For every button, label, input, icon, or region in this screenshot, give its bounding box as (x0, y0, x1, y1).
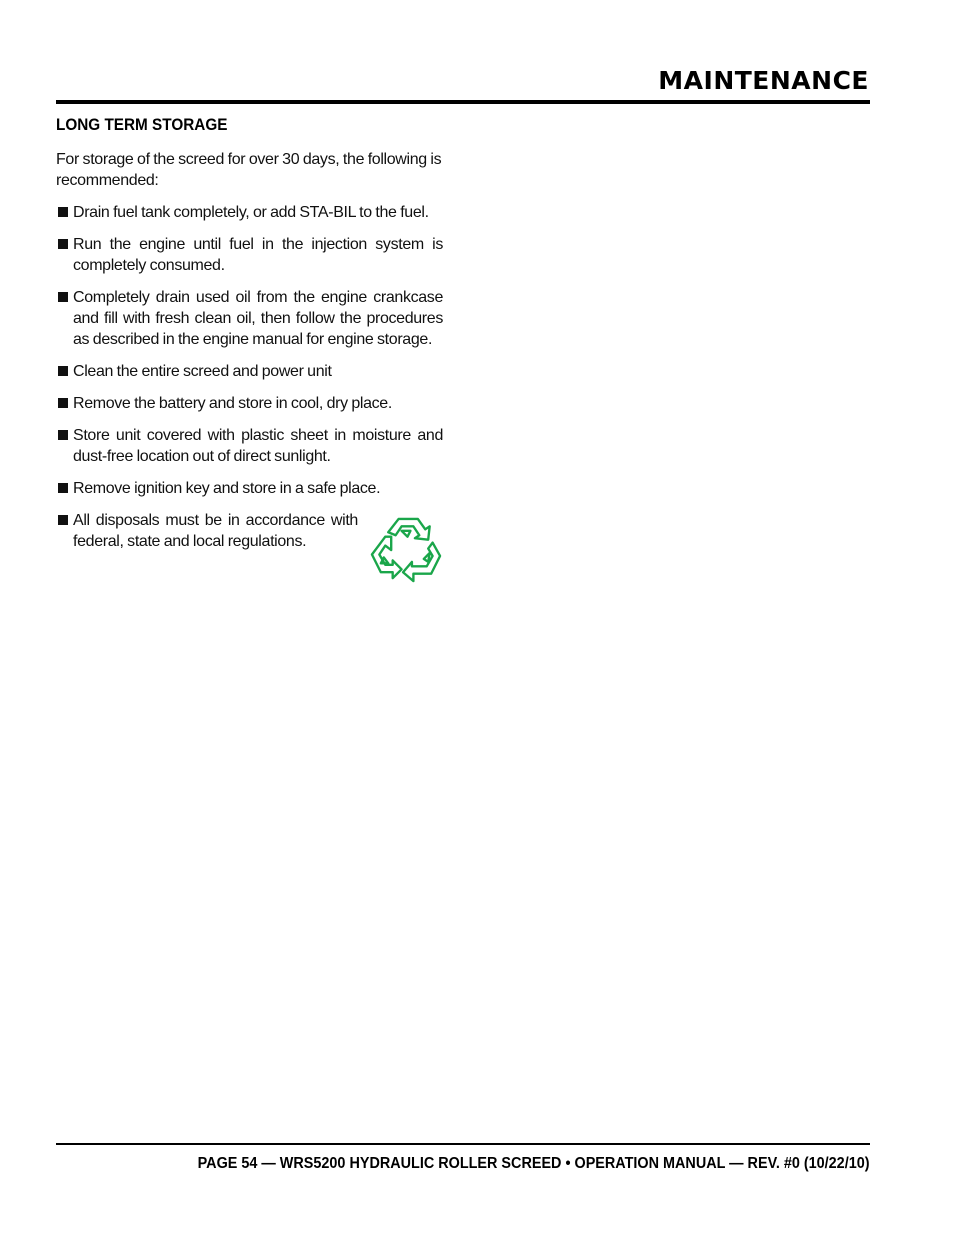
storage-steps-list (56, 202, 443, 552)
square-bullet-icon (58, 207, 68, 217)
recycle-icon (368, 516, 444, 590)
page-footer: PAGE 54 — WRS5200 HYDRAULIC ROLLER SCREED • OPERATION MANUAL — REV. #0 (10/22/10) (198, 1155, 870, 1172)
list-item-text: Run the engine until fuel in the injection system is completely consumed. (73, 236, 443, 274)
list-item (56, 234, 443, 276)
square-bullet-icon (58, 239, 68, 249)
page-section-title: MAINTENANCE (658, 66, 869, 95)
list-item-text: Completely drain used oil from the engine crankcase and fill with fresh clean oil, then follow the procedures as described in the engine manual for engine storage. (73, 289, 443, 348)
square-bullet-icon (58, 515, 68, 525)
list-item (56, 361, 443, 382)
list-item (56, 287, 443, 350)
square-bullet-icon (58, 398, 68, 408)
footer-rule (56, 1143, 870, 1145)
square-bullet-icon (58, 430, 68, 440)
square-bullet-icon (58, 292, 68, 302)
list-item (56, 393, 443, 414)
header-rule (56, 100, 870, 104)
list-item (56, 510, 358, 552)
list-item-text: Drain fuel tank completely, or add STA-BIL to the fuel. (73, 204, 429, 221)
list-item-text: Remove ignition key and store in a safe place. (73, 480, 381, 497)
list-item-text: All disposals must be in accordance with federal, state and local regulations. (73, 512, 358, 550)
section-heading: LONG TERM STORAGE (56, 115, 228, 134)
main-content (56, 113, 443, 563)
square-bullet-icon (58, 483, 68, 493)
list-item (56, 425, 443, 467)
list-item-text: Remove the battery and store in cool, dry place. (73, 395, 392, 412)
intro-paragraph: For storage of the screed for over 30 days, the following is recommended: (56, 151, 442, 189)
list-item-text: Clean the entire screed and power unit (73, 363, 332, 380)
list-item (56, 202, 443, 223)
list-item (56, 478, 443, 499)
square-bullet-icon (58, 366, 68, 376)
list-item-text: Store unit covered with plastic sheet in moisture and dust-free location out of direct sunlight. (73, 427, 443, 465)
